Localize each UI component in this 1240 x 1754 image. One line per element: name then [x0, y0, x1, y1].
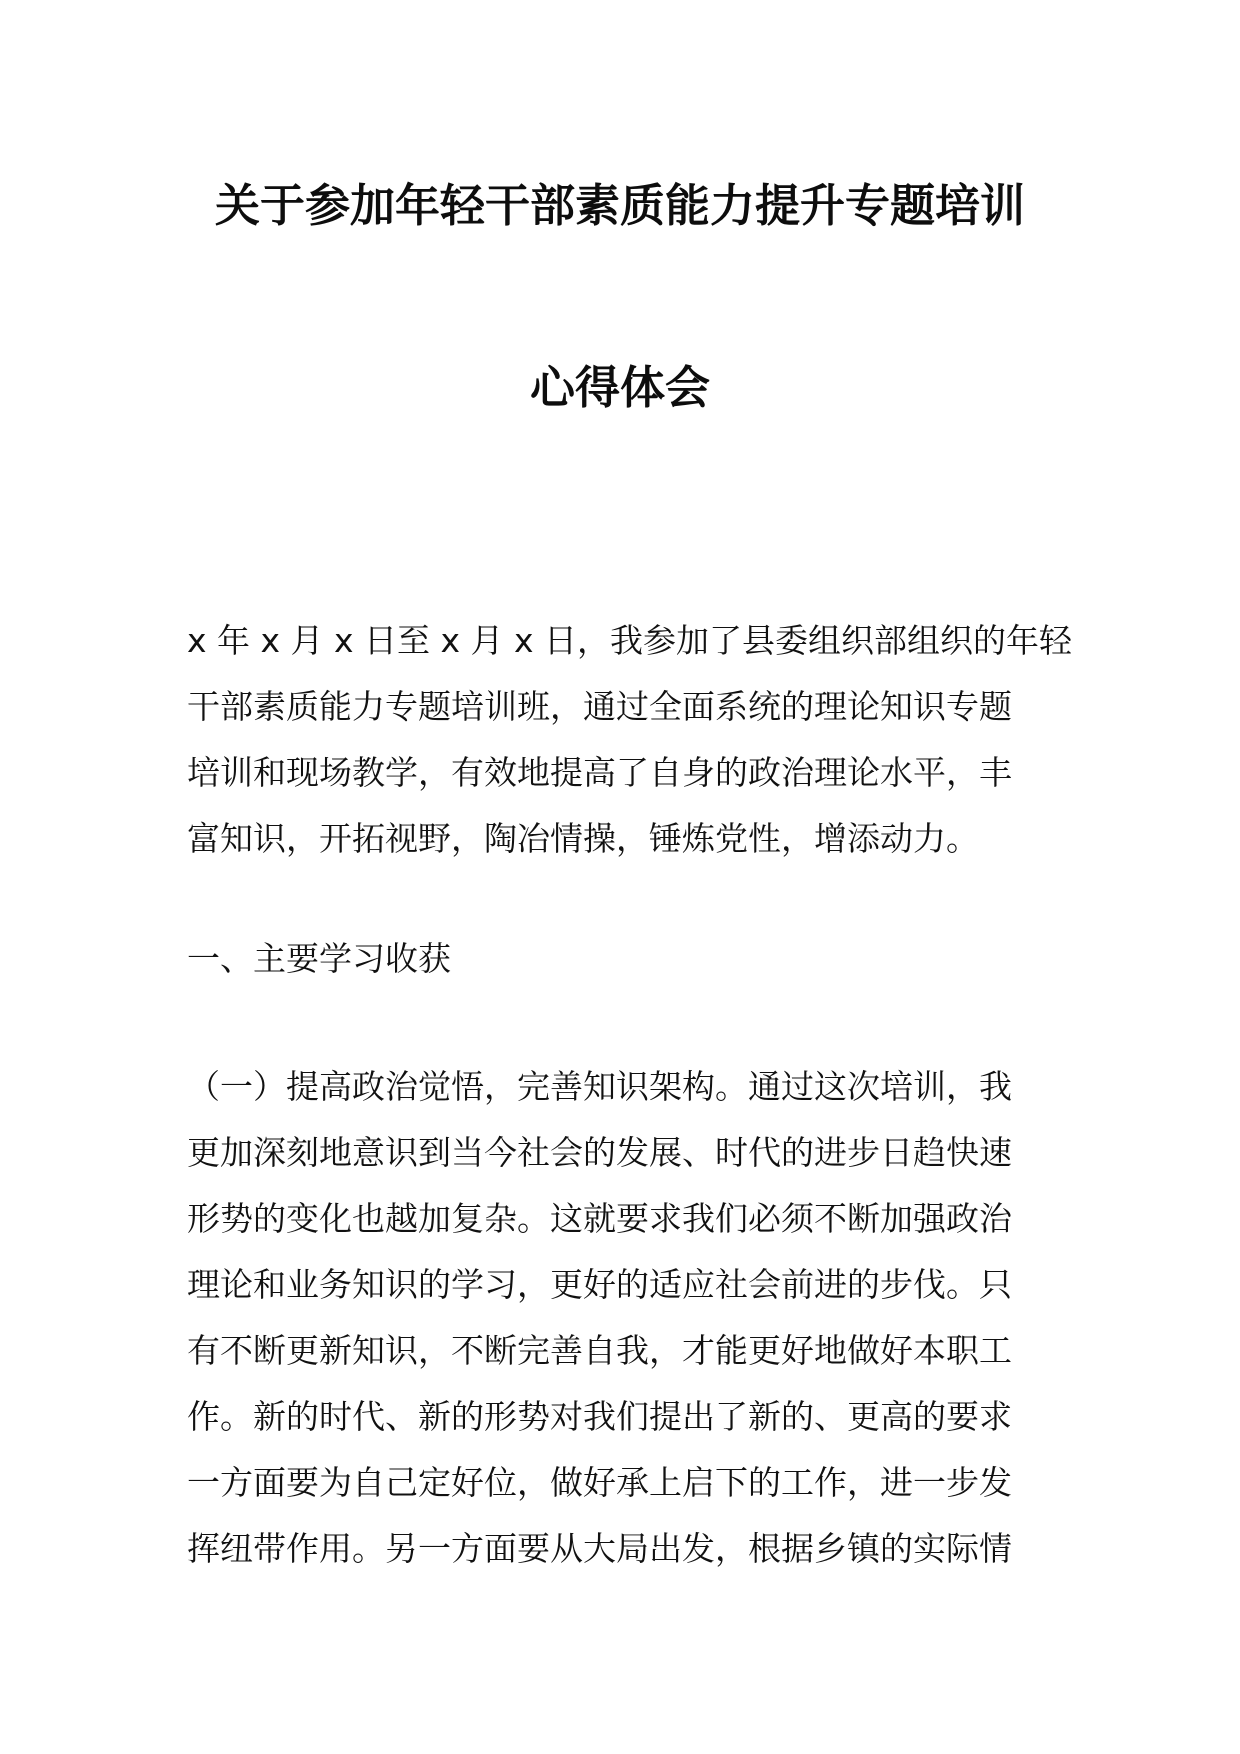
paragraph-line: 富知识，开拓视野，陶冶情操，锤炼党性，增添动力。	[187, 819, 979, 858]
paragraph-line: 理论和业务知识的学习，更好的适应社会前进的步伐。只	[187, 1265, 1012, 1304]
paragraph-line: 挥纽带作用。另一方面要从大局出发，根据乡镇的实际情	[187, 1529, 1012, 1568]
paragraph-line: 干部素质能力专题培训班，通过全面系统的理论知识专题	[187, 687, 1012, 726]
paragraph-line: 作。新的时代、新的形势对我们提出了新的、更高的要求	[187, 1397, 1012, 1436]
intro-paragraph	[187, 608, 1073, 872]
paragraph-line: 形势的变化也越加复杂。这就要求我们必须不断加强政治	[187, 1199, 1012, 1238]
body-paragraph	[187, 1054, 1053, 1582]
paragraph-line: x 年 x 月 x 日至 x 月 x 日，我参加了县委组织部组织的年轻	[187, 621, 1073, 660]
paragraph-line: 一方面要为自己定好位，做好承上启下的工作，进一步发	[187, 1463, 1012, 1502]
document-title-line-1: 关于参加年轻干部素质能力提升专题培训	[214, 179, 1025, 232]
paragraph-line: 培训和现场教学，有效地提高了自身的政治理论水平，丰	[187, 753, 1012, 792]
document-title-line-2: 心得体会	[529, 361, 710, 414]
section-heading: 一、主要学习收获	[187, 939, 451, 978]
paragraph-line: 有不断更新知识，不断完善自我，才能更好地做好本职工	[187, 1331, 1012, 1370]
paragraph-line: 更加深刻地意识到当今社会的发展、时代的进步日趋快速	[187, 1133, 1012, 1172]
paragraph-line: （一）提高政治觉悟，完善知识架构。通过这次培训，我	[187, 1067, 1012, 1106]
